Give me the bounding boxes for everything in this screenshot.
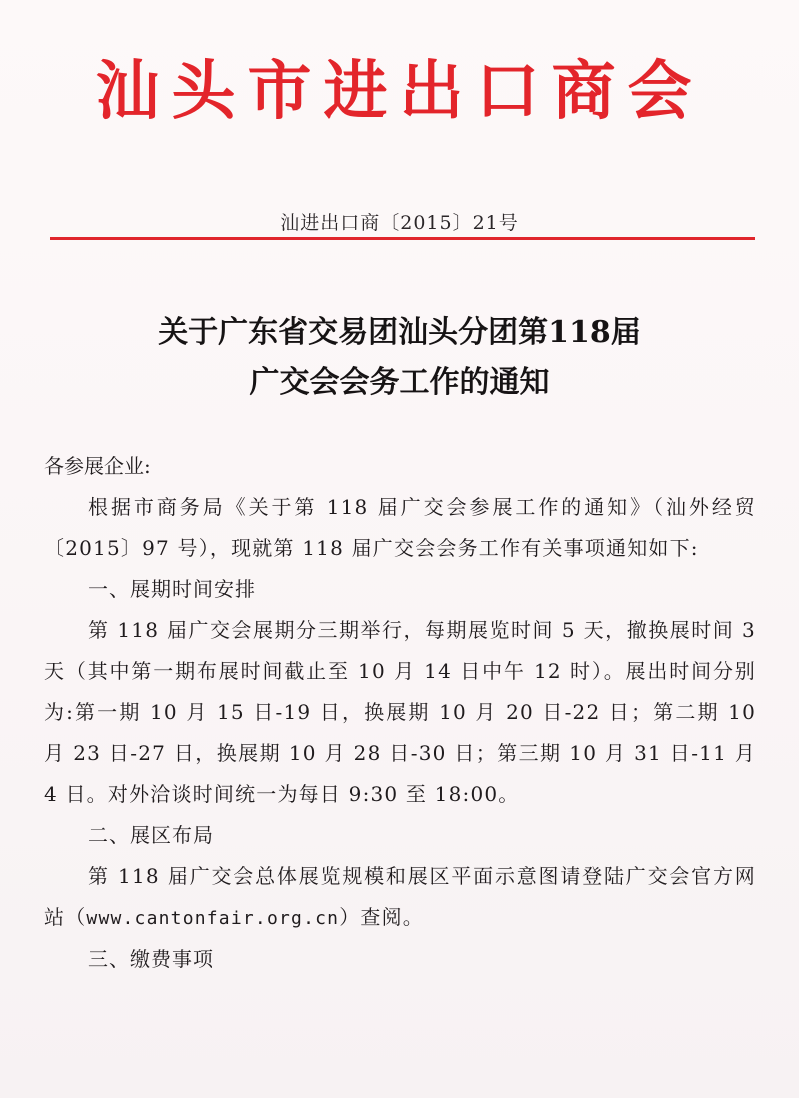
section-2-text-after: ）查阅。 bbox=[339, 905, 424, 929]
section-1-paragraph: 第 118 届广交会展期分三期举行，每期展览时间 5 天，撤换展时间 3 天（其中第一期布展时间截止至 10 月 14 日中午 12 时）。展出时间分别为:第一期 10 月 15 日-19 日，换展期 10 月 20 日-22 日；第二期 10 月 23 日-27 日，换展期 10 月 28 日-30 日；第三期 10 月 31 日-11 月 4 日。对外洽谈时间统一为每日 9:30 至 18:00。 bbox=[44, 618, 756, 806]
notice-title-line-1: 关于广东省交易团汕头分团第118届 bbox=[158, 315, 641, 350]
notice-body bbox=[44, 446, 756, 980]
notice-title bbox=[0, 308, 799, 408]
section-2-text-before: 第 118 届广交会总体展览规模和展区平面示意图请登陆广交会官方网站（ bbox=[44, 864, 756, 929]
red-divider-line bbox=[50, 237, 755, 240]
notice-title-line-2: 广交会会务工作的通知 bbox=[249, 365, 550, 400]
section-2-heading: 二、展区布局 bbox=[88, 823, 214, 847]
section-2-paragraph bbox=[44, 856, 756, 939]
section-1-heading: 一、展期时间安排 bbox=[88, 577, 256, 601]
organization-letterhead: 汕头市进出口商会 bbox=[95, 54, 704, 129]
cantonfair-website-link[interactable]: www.cantonfair.org.cn bbox=[86, 908, 340, 929]
section-3-heading: 三、缴费事项 bbox=[88, 947, 214, 971]
salutation: 各参展企业: bbox=[44, 454, 151, 478]
intro-paragraph: 根据市商务局《关于第 118 届广交会参展工作的通知》（汕外经贸〔2015〕97 号），现就第 118 届广交会会务工作有关事项通知如下: bbox=[44, 495, 756, 560]
document-number: 汕进出口商〔2015〕21号 bbox=[280, 212, 519, 234]
